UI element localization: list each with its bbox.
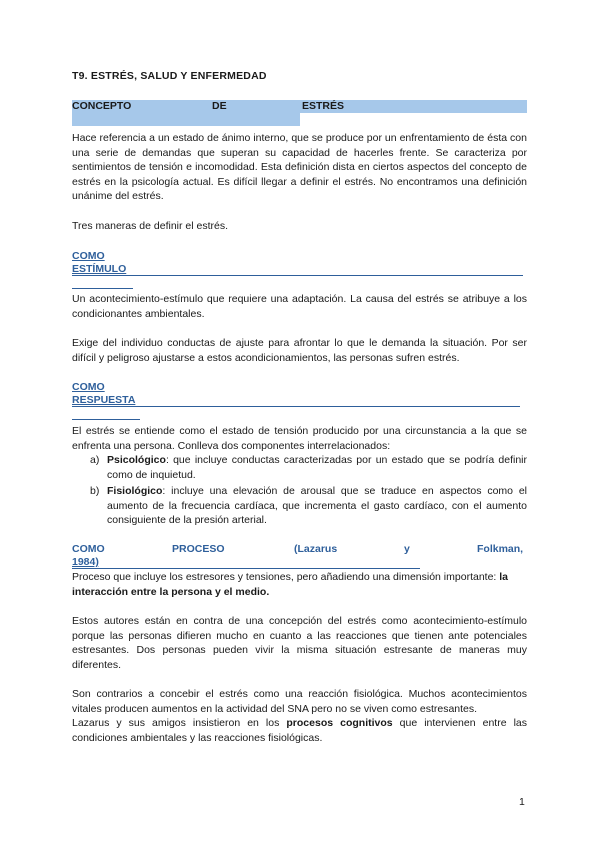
emphasis-text: la interacción entre la persona y el medio.	[72, 571, 509, 598]
heading-rule-short	[72, 288, 133, 289]
section-heading-respuesta-line2: RESPUESTA	[72, 394, 136, 406]
heading-rule	[72, 568, 420, 569]
page-number: 1	[519, 796, 525, 808]
estimulo-paragraph-1: Un acontecimiento-estímulo que requiere una adaptación. La causa del estrés se atribuye a los condicionantes ambientales.	[72, 293, 527, 320]
intro-paragraph: Hace referencia a un estado de ánimo interno, que se produce por un enfrentamiento de ésta con una serie de demandas que superan su capacidad de hacerles frente. Se caracteriza por sentimientos de tensión e incomodidad. Esta definición dista en ciertos aspectos del concepto de estrés en la psicología actual. Es difícil llegar a definir el estrés. No encontramos una definición unánime del estrés.	[72, 132, 527, 203]
text-run: que intervienen entre las condiciones ambientales y las reacciones fisiológicas.	[72, 717, 527, 744]
section-heading-proceso	[72, 543, 527, 556]
three-ways-text: Tres maneras de definir el estrés.	[72, 220, 229, 232]
list-text: : incluye una elevación de arousal que se traduce en aspectos como el aumento de la frecuencia cardíaca, que incrementa el gasto cardíaco, con el aumento consiguiente de la presión arterial.	[107, 485, 527, 527]
section-heading-estimulo-line2: ESTÍMULO	[72, 263, 127, 275]
list-item	[72, 484, 527, 528]
list-marker: a)	[90, 454, 100, 466]
list-term: Fisiológico	[107, 485, 163, 498]
document-title: T9. ESTRÉS, SALUD Y ENFERMEDAD	[72, 70, 267, 82]
estimulo-paragraph-2: Exige del individuo conductas de ajuste para afrontar lo que le demanda la situación. Por ser difícil y peligroso ajustarse a estos acondicionamientos, las personas sufren estrés.	[72, 337, 527, 364]
proceso-paragraph-1	[72, 570, 527, 599]
heading-rule	[72, 406, 520, 407]
heading-word: COMO	[72, 543, 105, 555]
list-marker: b)	[90, 485, 100, 498]
list-text: : que incluye conductas caracterizadas por un estado que se podría definir como de inquietud.	[107, 454, 527, 481]
text-run: Lazarus y sus amigos insistieron en los	[72, 717, 287, 730]
heading-rule	[72, 275, 523, 276]
emphasis-text: procesos cognitivos	[286, 717, 393, 730]
heading-word: y	[404, 543, 410, 555]
respuesta-paragraph: El estrés se entiende como el estado de tensión producido por una circunstancia a la que se enfrenta una persona. Conlleva dos componentes interrelacionados:	[72, 425, 527, 452]
heading-word: Folkman,	[477, 543, 524, 555]
heading-word: (Lazarus	[294, 543, 338, 555]
heading-highlight-continuation	[72, 113, 300, 126]
text-run: Proceso que incluye los estresores y tensiones, pero añadiendo una dimensión importante:	[72, 571, 500, 583]
heading-word: CONCEPTO	[72, 100, 132, 112]
heading-word: DE	[212, 100, 227, 112]
components-list	[72, 453, 527, 530]
proceso-paragraph-2: Estos autores están en contra de una concepción del estrés como acontecimiento-estímulo porque las personas difieren mucho en cuanto a las reacciones que tienen ante potenciales estresantes. Dos personas pueden vivir la misma situación estresante de maneras muy diferentes.	[72, 615, 527, 671]
list-item	[72, 453, 527, 482]
section-heading-estimulo-line1: COMO	[72, 250, 105, 262]
section-heading-respuesta-line1: COMO	[72, 381, 105, 393]
heading-rule-short	[72, 419, 140, 420]
list-term: Psicológico	[107, 454, 166, 466]
text-run: Son contrarios a concebir el estrés como una reacción fisiológica. Muchos acontecimientos vitales producen aumentos en la actividad del SNA pero no se viven como estresantes.	[72, 688, 527, 715]
section-heading-proceso-year: 1984)	[72, 556, 99, 568]
section-heading-concepto	[72, 100, 527, 113]
proceso-paragraph-3	[72, 687, 527, 745]
heading-word: PROCESO	[172, 543, 225, 555]
heading-word: ESTRÉS	[302, 100, 345, 112]
